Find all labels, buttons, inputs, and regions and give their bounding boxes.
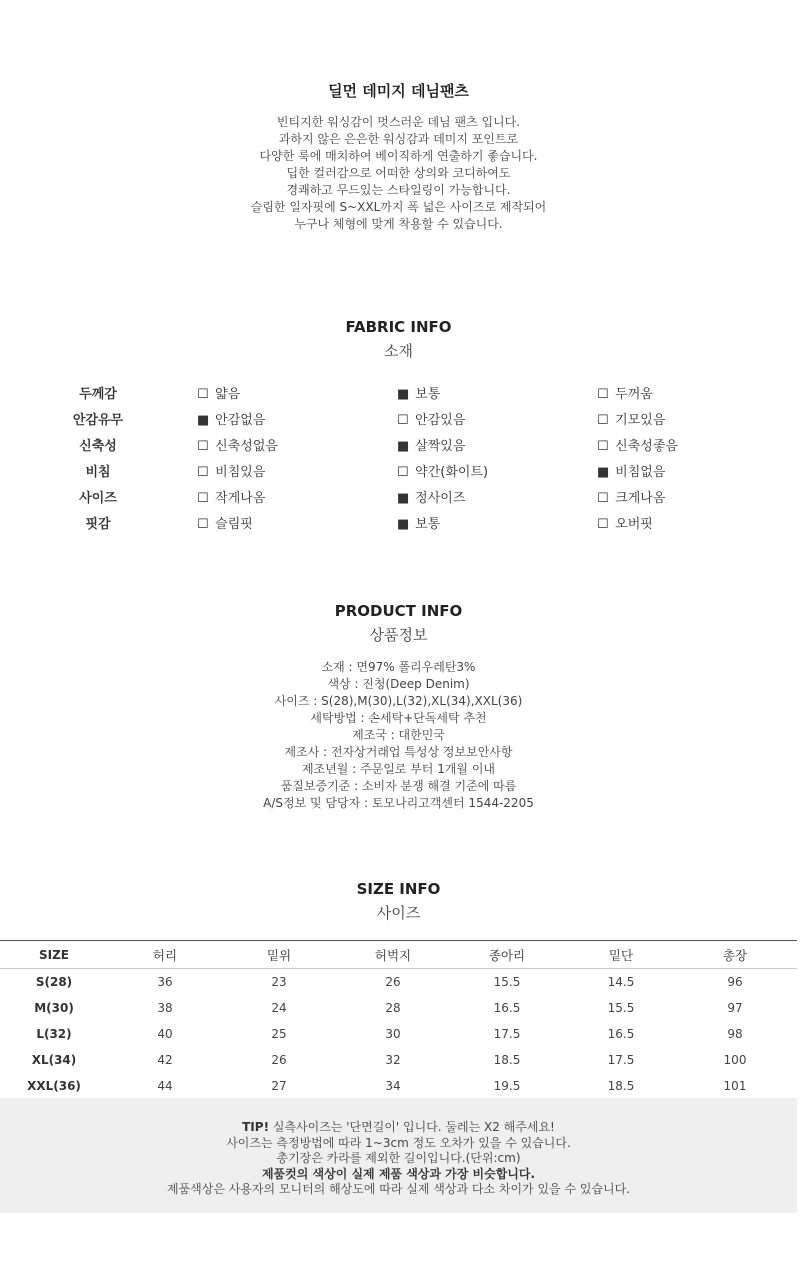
column-header: 종아리	[488, 947, 526, 963]
checkbox-icon: ■	[597, 465, 610, 480]
checkbox-icon: ■	[397, 439, 410, 454]
product-info-line: 제조년월 : 주문일로 부터 1개월 이내	[301, 762, 496, 776]
fabric-option: ☐ 오버핏	[597, 517, 653, 532]
fabric-info-title: FABRIC INFO	[345, 318, 452, 336]
column-header: 허리	[152, 947, 178, 963]
checkbox-icon: ☐	[397, 465, 409, 480]
size-info-title: SIZE INFO	[356, 880, 441, 898]
product-info-line: 제조사 : 전자상거래업 특성상 정보보안사항	[284, 745, 513, 759]
table-cell: 26	[385, 975, 401, 989]
table-cell: 101	[723, 1079, 747, 1093]
fabric-option: ■ 보통	[397, 517, 441, 532]
fabric-row-lining	[0, 405, 797, 431]
table-cell: 38	[157, 1001, 173, 1015]
table-cell: 14.5	[607, 975, 635, 989]
checkbox-icon: ■	[197, 413, 210, 428]
fabric-option: ☐ 얇음	[197, 387, 241, 402]
size-info-subtitle: 사이즈	[376, 904, 421, 922]
table-cell: 100	[723, 1053, 747, 1067]
fabric-option: ■ 보통	[397, 387, 441, 402]
fabric-option: ☐ 신축성없음	[197, 439, 278, 454]
product-description	[0, 114, 797, 233]
tip-line: 제품색상은 사용자의 모니터의 해상도에 따라 실제 색상과 다소 차이가 있을 수 있습니다.	[166, 1182, 631, 1196]
product-title: 딜먼 데미지 데님팬츠	[328, 82, 469, 100]
description-line: 슬림한 일자핏에 S~XXL까지 폭 넓은 사이즈로 제작되어	[250, 200, 547, 214]
checkbox-icon: ☐	[597, 517, 609, 532]
table-cell: 15.5	[493, 975, 521, 989]
table-cell: 16.5	[493, 1001, 521, 1015]
column-header: 총장	[722, 947, 748, 963]
tip-line: 사이즈는 측정방법에 따라 1~3cm 정도 오차가 있을 수 있습니다.	[226, 1135, 571, 1150]
table-cell: 98	[727, 1027, 743, 1041]
column-header: 밑단	[608, 947, 634, 963]
table-cell: 17.5	[607, 1053, 635, 1067]
table-row	[0, 1073, 797, 1099]
fabric-row-label: 사이즈	[79, 491, 117, 506]
fabric-option: ☐ 비침있음	[197, 465, 266, 480]
product-info-line: A/S정보 및 담당자 : 토모나리고객센터 1544-2205	[263, 796, 534, 810]
fabric-row-sheerness	[0, 457, 797, 483]
product-info-line: 사이즈 : S(28),M(30),L(32),XL(34),XXL(36)	[274, 694, 523, 708]
description-line: 누구나 체형에 맞게 착용할 수 있습니다.	[294, 217, 503, 231]
fabric-table	[0, 379, 797, 535]
tip-box	[0, 1098, 797, 1213]
checkbox-icon: ■	[397, 491, 410, 506]
checkbox-icon: ☐	[597, 413, 609, 428]
table-cell: 15.5	[607, 1001, 635, 1015]
product-info-subtitle: 상품정보	[369, 626, 428, 644]
checkbox-icon: ■	[397, 517, 410, 532]
tip-line: TIP! 실측사이즈는 '단면길이' 입니다. 둘레는 X2 해주세요!	[242, 1120, 555, 1134]
fabric-option: ☐ 안감있음	[397, 413, 466, 428]
product-info-title: PRODUCT INFO	[334, 602, 463, 620]
size-cell: S(28)	[35, 975, 73, 989]
fabric-row-label: 두께감	[79, 387, 117, 402]
product-info-line: 품질보증기준 : 소비자 분쟁 해결 기준에 따름	[280, 779, 517, 793]
product-info-line: 제조국 : 대한민국	[352, 728, 445, 742]
checkbox-icon: ☐	[597, 387, 609, 402]
fabric-row-label: 핏감	[85, 517, 111, 532]
table-cell: 25	[271, 1027, 287, 1041]
fabric-row-size	[0, 483, 797, 509]
table-cell: 42	[157, 1053, 173, 1067]
table-cell: 27	[271, 1079, 287, 1093]
table-cell: 24	[271, 1001, 287, 1015]
table-cell: 18.5	[607, 1079, 635, 1093]
table-cell: 16.5	[607, 1027, 635, 1041]
size-cell: L(32)	[36, 1027, 72, 1041]
fabric-row-fit	[0, 509, 797, 535]
size-cell: XXL(36)	[27, 1079, 81, 1093]
table-cell: 18.5	[493, 1053, 521, 1067]
fabric-row-label: 비침	[85, 465, 111, 480]
table-cell: 44	[157, 1079, 173, 1093]
fabric-option: ■ 정사이즈	[397, 491, 466, 506]
size-table	[0, 940, 797, 1099]
fabric-option: ☐ 기모있음	[597, 413, 666, 428]
checkbox-icon: ☐	[597, 439, 609, 454]
table-row	[0, 969, 797, 995]
checkbox-icon: ☐	[397, 413, 409, 428]
table-cell: 34	[385, 1079, 401, 1093]
column-header: 밑위	[266, 947, 292, 963]
size-table-header	[0, 941, 797, 969]
table-cell: 26	[271, 1053, 287, 1067]
description-line: 과하지 않은 은은한 워싱감과 데미지 포인트로	[278, 132, 519, 146]
table-cell: 32	[385, 1053, 401, 1067]
table-row	[0, 1021, 797, 1047]
fabric-option: ■ 안감없음	[197, 413, 266, 428]
table-cell: 28	[385, 1001, 401, 1015]
checkbox-icon: ☐	[197, 465, 209, 480]
fabric-row-label: 안감유무	[72, 413, 124, 428]
column-header: SIZE	[38, 947, 69, 962]
fabric-option: ☐ 작게나옴	[197, 491, 266, 506]
checkbox-icon: ☐	[197, 387, 209, 402]
checkbox-icon: ☐	[197, 439, 209, 454]
tip-line: 제품컷의 색상이 실제 제품 색상과 가장 비슷합니다.	[261, 1166, 536, 1181]
table-cell: 96	[727, 975, 743, 989]
tip-label: TIP!	[242, 1120, 270, 1134]
fabric-option: ☐ 신축성좋음	[597, 439, 678, 454]
table-cell: 30	[385, 1027, 401, 1041]
size-cell: XL(34)	[31, 1053, 77, 1067]
fabric-option: ☐ 두꺼움	[597, 387, 653, 402]
product-info-list	[0, 659, 797, 812]
column-header: 허벅지	[374, 947, 412, 963]
table-cell: 17.5	[493, 1027, 521, 1041]
tip-line: 총기장은 카라를 제외한 길이입니다.(단위:cm)	[276, 1151, 521, 1165]
fabric-row-thickness	[0, 379, 797, 405]
product-info-line: 색상 : 진청(Deep Denim)	[327, 677, 470, 691]
fabric-option: ☐ 슬림핏	[197, 517, 253, 532]
table-cell: 23	[271, 975, 287, 989]
checkbox-icon: ☐	[197, 491, 209, 506]
fabric-option: ☐ 약간(화이트)	[397, 465, 489, 480]
fabric-row-label: 신축성	[79, 439, 117, 454]
size-cell: M(30)	[34, 1001, 74, 1015]
table-cell: 36	[157, 975, 173, 989]
fabric-info-subtitle: 소재	[384, 342, 413, 360]
description-line: 다양한 룩에 매치하여 베이직하게 연출하기 좋습니다.	[259, 149, 538, 163]
table-cell: 19.5	[493, 1079, 521, 1093]
fabric-option: ☐ 크게나옴	[597, 491, 666, 506]
checkbox-icon: ■	[397, 387, 410, 402]
product-info-line: 세탁방법 : 손세탁+단독세탁 추천	[310, 711, 487, 725]
checkbox-icon: ☐	[197, 517, 209, 532]
product-info-line: 소재 : 면97% 폴리우레탄3%	[321, 660, 476, 674]
checkbox-icon: ☐	[597, 491, 609, 506]
fabric-option: ■ 비침없음	[597, 465, 666, 480]
fabric-option: ■ 살짝있음	[397, 439, 466, 454]
table-cell: 97	[727, 1001, 743, 1015]
table-cell: 40	[157, 1027, 173, 1041]
table-row	[0, 995, 797, 1021]
fabric-row-stretch	[0, 431, 797, 457]
description-line: 딥한 컬러감으로 어떠한 상의와 코디하여도	[286, 166, 511, 180]
description-line: 빈티지한 워싱감이 멋스러운 데님 팬츠 입니다.	[276, 115, 521, 129]
table-row	[0, 1047, 797, 1073]
description-line: 경쾌하고 무드있는 스타일링이 가능합니다.	[286, 183, 511, 197]
